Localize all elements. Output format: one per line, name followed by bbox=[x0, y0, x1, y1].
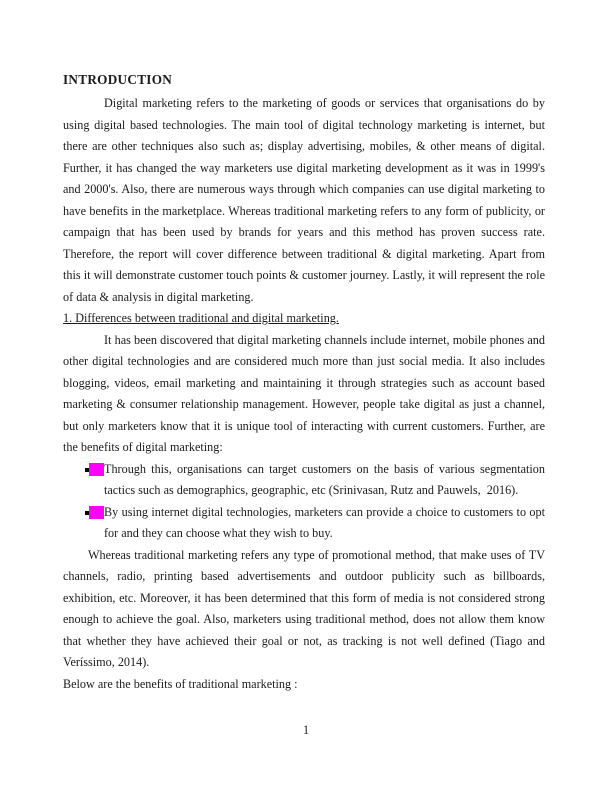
bullet-item-segmentation bbox=[63, 459, 545, 502]
bullet-text: Through this, organisations can target customers on the basis of various segmentation tactics such as demographics, geographic, etc (Srinivasan, Rutz and Pauwels, 2016). bbox=[104, 461, 545, 497]
paragraph-intro: Digital marketing refers to the marketing of goods or services that organisations do by using digital based technologies. The main tool of digital technology marketing is internet, but there are other techniques also such as; display advertising, mobiles, & other means of digital. Further, it has changed the way marketers use digital marketing development as it was in 1999's and 2000's. Also, there are numerous ways through which companies can use digital marketing to have benefits in the marketplace. Whereas traditional marketing refers to any form of publicity, or campaign that has been used by brands for years and this method has proven success rate. Therefore, the report will cover difference between traditional & digital marketing. Apart from this it will demonstrate customer touch points & customer journey. Lastly, it will represent the role of data & analysis in digital marketing. bbox=[63, 96, 545, 304]
paragraph-traditional-marketing: Whereas traditional marketing refers any type of promotional method, that make uses of TV channels, radio, printing based advertisements and outdoor publicity such as billboards, exhibition, etc. Moreover, it has been determined that this form of media is not considered strong enough to achieve the goal. Also, marketers using traditional method, does not allow them know that whether they have achieved their goal or not, as tracking is not well defined (Tiago and Veríssimo, 2014). bbox=[63, 547, 545, 669]
document-title: INTRODUCTION bbox=[63, 72, 173, 87]
bullet-item-choice bbox=[63, 502, 545, 545]
benefits-bullet-list bbox=[63, 459, 545, 545]
highlight-mark bbox=[89, 506, 104, 519]
page-number: 1 bbox=[302, 723, 310, 737]
section-heading-text: 1. Differences between traditional and digital marketing. bbox=[63, 311, 339, 325]
paragraph-digital-marketing: It has been discovered that digital marketing channels include internet, mobile phones and other digital technologies and are considered much more than just social media. It also includes blogging, videos, email marketing and maintaining it through strategies such as account based marketing & consumer relationship management. However, people take digital as just a channel, but only marketers know that it is unique tool of interacting with current customers. Further, are the benefits of digital marketing: bbox=[63, 332, 545, 454]
paragraph-below-benefits: Below are the benefits of traditional marketing : bbox=[63, 676, 298, 691]
highlight-mark bbox=[89, 463, 104, 476]
section-heading-differences bbox=[63, 308, 545, 330]
bullet-text: By using internet digital technologies, marketers can provide a choice to customers to opt for and they can choose what they wish to buy. bbox=[104, 504, 545, 540]
